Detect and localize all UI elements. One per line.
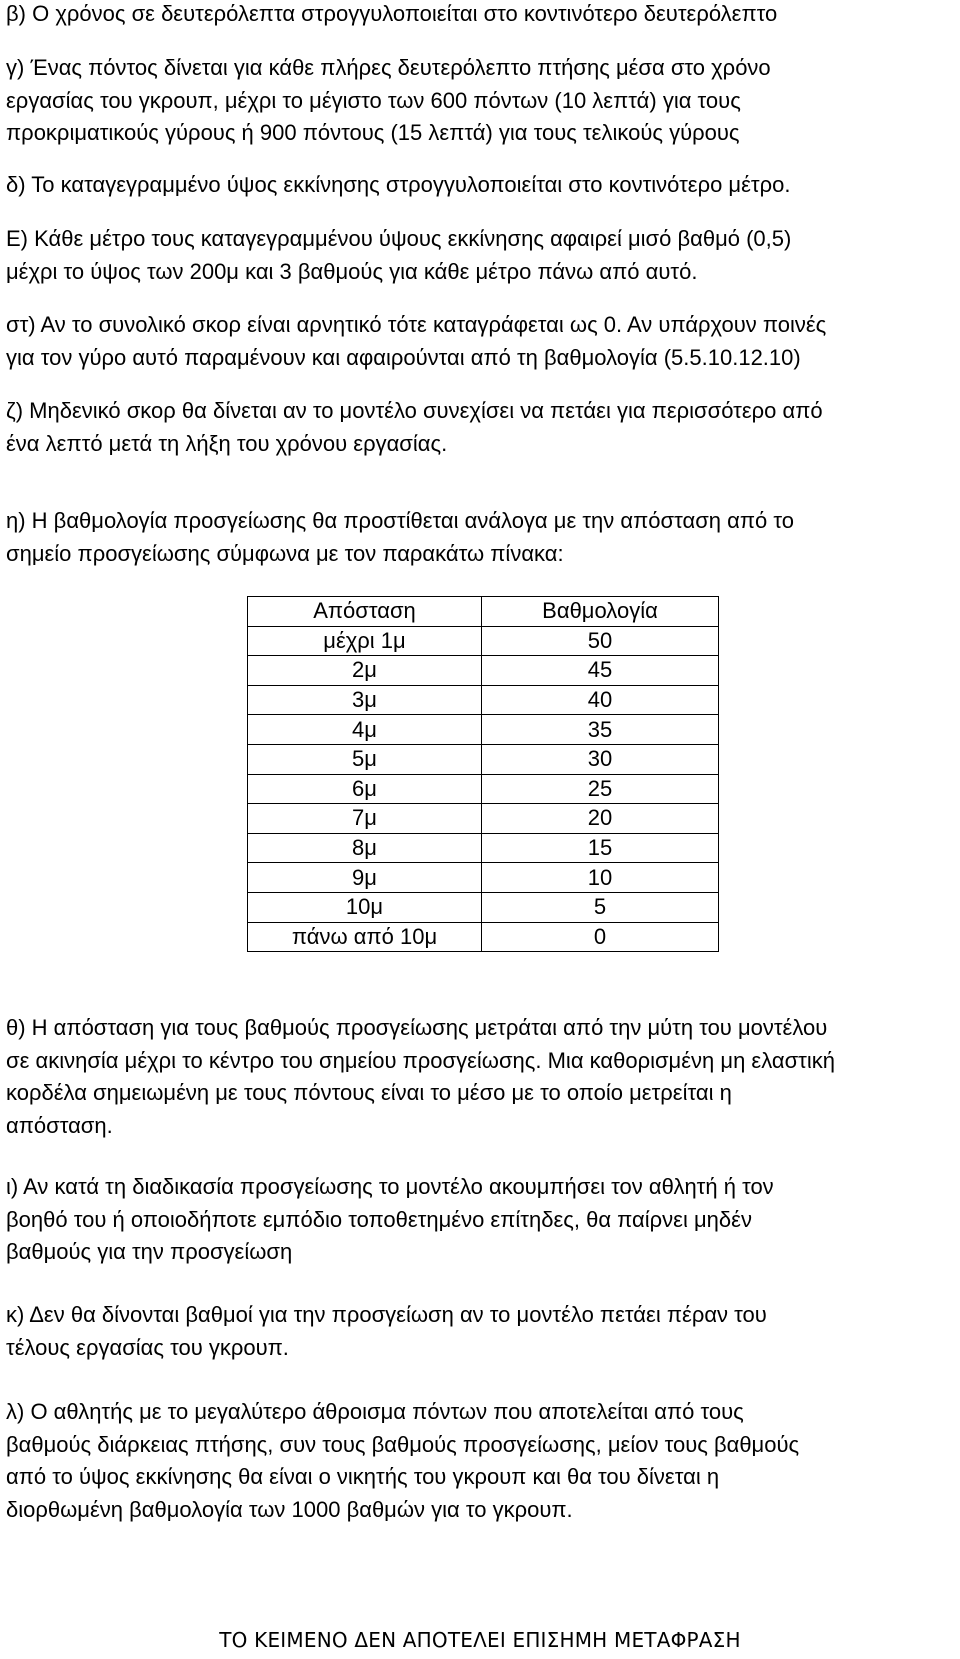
- score-cell: 10: [482, 863, 719, 893]
- score-cell: 50: [482, 626, 719, 656]
- score-cell: 0: [482, 922, 719, 952]
- paragraph-k: [6, 1299, 767, 1364]
- table-header-row: [248, 597, 719, 627]
- score-cell: 35: [482, 715, 719, 745]
- paragraph-line: διορθωμένη βαθμολογία των 1000 βαθμών για το γκρουπ.: [6, 1496, 573, 1522]
- paragraph-line: μέχρι το ύψος των 200μ και 3 βαθμούς για κάθε μέτρο πάνω από αυτό.: [6, 258, 698, 284]
- table-row: [248, 656, 719, 686]
- table-row: [248, 804, 719, 834]
- paragraph-line: η) Η βαθμολογία προσγείωσης θα προστίθεται ανάλογα με την απόσταση από το: [6, 508, 794, 533]
- score-cell: 30: [482, 744, 719, 774]
- paragraph-line: λ) Ο αθλητής με το μεγαλύτερο άθροισμα πόντων που αποτελείται από τους: [6, 1399, 744, 1424]
- paragraph-g: [6, 52, 771, 150]
- distance-cell: 3μ: [248, 685, 482, 715]
- paragraph-line: για τον γύρο αυτό παραμένουν και αφαιρούνται από τη βαθμολογία (5.5.10.12.10): [6, 344, 801, 370]
- distance-cell: 8μ: [248, 833, 482, 863]
- paragraph-line: προκριματικούς γύρους ή 900 πόντους (15 λεπτά) για τους τελικούς γύρους: [6, 120, 740, 145]
- table-row: [248, 833, 719, 863]
- score-cell: 20: [482, 804, 719, 834]
- disclaimer-footer: ΤΟ ΚΕΙΜΕΝΟ ΔΕΝ ΑΠΟΤΕΛΕΙ ΕΠΙΣΗΜΗ ΜΕΤΑΦΡΑΣΗ: [219, 1628, 741, 1652]
- table-header-cell: Απόσταση: [248, 597, 482, 627]
- paragraph-st: [6, 309, 826, 374]
- paragraph-line: ένα λεπτό μετά τη λήξη του χρόνου εργασίας.: [6, 430, 448, 456]
- paragraph-line: θ) Η απόσταση για τους βαθμούς προσγείωσης μετράται από την μύτη του μοντέλου: [6, 1015, 828, 1040]
- landing-score-table: [247, 596, 719, 952]
- paragraph-l: [6, 1396, 799, 1526]
- paragraph-line: στ) Αν το συνολικό σκορ είναι αρνητικό τότε καταγράφεται ως 0. Αν υπάρχουν ποινές: [6, 312, 827, 337]
- paragraph-z: [6, 395, 823, 460]
- distance-cell: 10μ: [248, 892, 482, 922]
- table-row: [248, 863, 719, 893]
- table-row: [248, 892, 719, 922]
- distance-cell: 9μ: [248, 863, 482, 893]
- paragraph-line: β) Ο χρόνος σε δευτερόλεπτα στρογγυλοποιείται στο κοντινότερο δευτερόλεπτο: [6, 1, 778, 26]
- paragraph-e: [6, 223, 791, 288]
- paragraph-i: [6, 1171, 774, 1269]
- score-cell: 15: [482, 833, 719, 863]
- paragraph-h: [6, 505, 794, 570]
- paragraph-line: σε ακινησία μέχρι το κέντρο του σημείου προσγείωσης. Μια καθορισμένη μη ελαστική: [6, 1047, 835, 1073]
- table-row: [248, 626, 719, 656]
- distance-cell: 6μ: [248, 774, 482, 804]
- table-row: [248, 715, 719, 745]
- table-row: [248, 744, 719, 774]
- distance-cell: 4μ: [248, 715, 482, 745]
- score-cell: 40: [482, 685, 719, 715]
- distance-cell: 2μ: [248, 656, 482, 686]
- paragraph-line: βαθμούς διάρκειας πτήσης, συν τους βαθμούς προσγείωσης, μείον τους βαθμούς: [6, 1431, 800, 1457]
- distance-cell: 7μ: [248, 804, 482, 834]
- paragraph-line: σημείο προσγείωσης σύμφωνα με τον παρακάτω πίνακα:: [6, 540, 564, 566]
- distance-cell: πάνω από 10μ: [248, 922, 482, 952]
- score-cell: 25: [482, 774, 719, 804]
- paragraph-d: [6, 169, 790, 202]
- paragraph-line: κ) Δεν θα δίνονται βαθμοί για την προσγείωση αν το μοντέλο πετάει πέραν του: [6, 1302, 767, 1327]
- paragraph-line: κορδέλα σημειωμένη με τους πόντους είναι το μέσο με το οποίο μετρείται η: [6, 1080, 732, 1105]
- paragraph-line: Ε) Κάθε μέτρο τους καταγεγραμμένου ύψους εκκίνησης αφαιρεί μισό βαθμό (0,5): [6, 226, 792, 251]
- score-cell: 45: [482, 656, 719, 686]
- paragraph-line: βαθμούς για την προσγείωση: [6, 1239, 293, 1264]
- paragraph-line: γ) Ένας πόντος δίνεται για κάθε πλήρες δευτερόλεπτο πτήσης μέσα στο χρόνο: [6, 55, 771, 80]
- table-row: [248, 774, 719, 804]
- table-header-cell: Βαθμολογία: [482, 597, 719, 627]
- distance-cell: 5μ: [248, 744, 482, 774]
- table-row: [248, 922, 719, 952]
- paragraph-line: δ) Το καταγεγραμμένο ύψος εκκίνησης στρογγυλοποιείται στο κοντινότερο μέτρο.: [6, 172, 791, 197]
- paragraph-line: απόσταση.: [6, 1112, 113, 1138]
- score-cell: 5: [482, 892, 719, 922]
- paragraph-line: εργασίας του γκρουπ, μέχρι το μέγιστο των 600 πόντων (10 λεπτά) για τους: [6, 87, 741, 113]
- paragraph-th: [6, 1012, 835, 1142]
- table-row: [248, 685, 719, 715]
- distance-cell: μέχρι 1μ: [248, 626, 482, 656]
- paragraph-line: βοηθό του ή οποιοδήποτε εμπόδιο τοποθετημένο επίτηδες, θα παίρνει μηδέν: [6, 1206, 752, 1232]
- paragraph-line: ι) Αν κατά τη διαδικασία προσγείωσης το μοντέλο ακουμπήσει τον αθλητή ή τον: [6, 1174, 774, 1199]
- paragraph-line: τέλους εργασίας του γκρουπ.: [6, 1334, 289, 1360]
- paragraph-b: [6, 0, 777, 31]
- paragraph-line: από το ύψος εκκίνησης θα είναι ο νικητής του γκρουπ και θα του δίνεται η: [6, 1464, 720, 1489]
- paragraph-line: ζ) Μηδενικό σκορ θα δίνεται αν το μοντέλο συνεχίσει να πετάει για περισσότερο από: [6, 398, 823, 423]
